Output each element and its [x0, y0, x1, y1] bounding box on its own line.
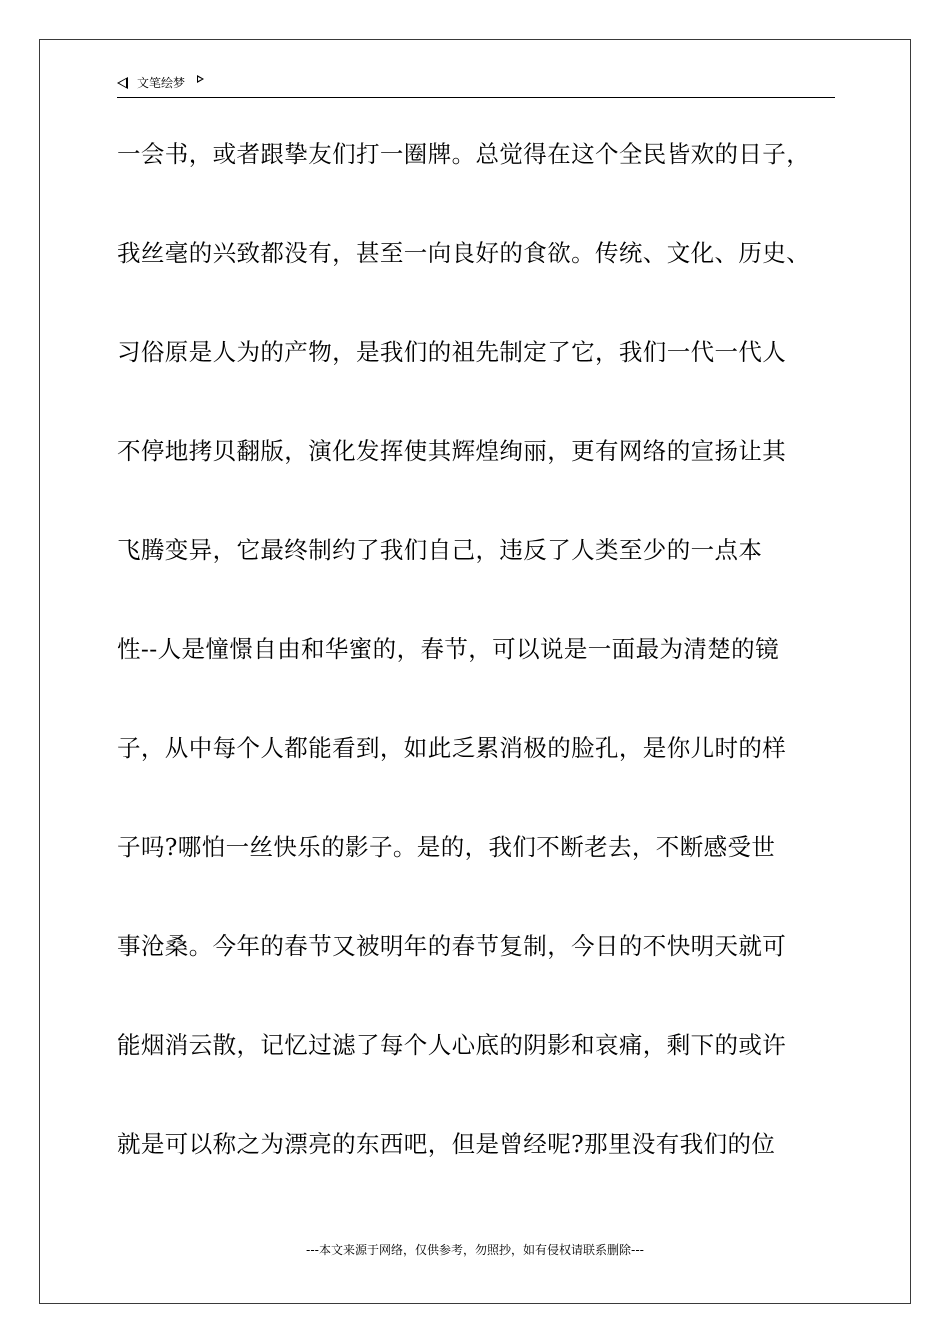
text-line: 不停地拷贝翻版，演化发挥使其辉煌绚丽，更有网络的宣扬让其: [117, 437, 787, 465]
text-line: 事沧桑。今年的春节又被明年的春节复制，今日的不快明天就可: [117, 932, 787, 960]
text-line: 飞腾变异，它最终制约了我们自己，违反了人类至少的一点本: [117, 536, 763, 564]
text-line: 习俗原是人为的产物，是我们的祖先制定了它，我们一代一代人: [117, 338, 787, 366]
right-triangle-icon: [197, 75, 204, 83]
text-line: 就是可以称之为漂亮的东西吧，但是曾经呢?那里没有我们的位: [117, 1130, 776, 1158]
left-triangle-icon: [117, 77, 128, 89]
text-line: 子吗?哪怕一丝快乐的影子。是的，我们不断老去，不断感受世: [117, 833, 776, 861]
text-line: 子，从中每个人都能看到，如此乏累消极的脸孔，是你儿时的样: [117, 734, 787, 762]
text-line: 我丝毫的兴致都没有，甚至一向良好的食欲。传统、文化、历史、: [117, 239, 811, 267]
page-footer: ---本文来源于网络，仅供参考，勿照抄，如有侵权请联系删除---: [306, 1243, 644, 1257]
text-line: 能烟消云散，记忆过滤了每个人心底的阴影和哀痛，剩下的或许: [117, 1031, 787, 1059]
text-line: 性--人是憧憬自由和华蜜的，春节，可以说是一面最为清楚的镜: [117, 635, 779, 663]
text-line: 一会书，或者跟挚友们打一圈牌。总觉得在这个全民皆欢的日子，: [117, 140, 811, 168]
page-header: [117, 74, 835, 98]
body-text: [117, 130, 857, 1219]
header-brand: 文笔绘梦: [137, 76, 186, 90]
